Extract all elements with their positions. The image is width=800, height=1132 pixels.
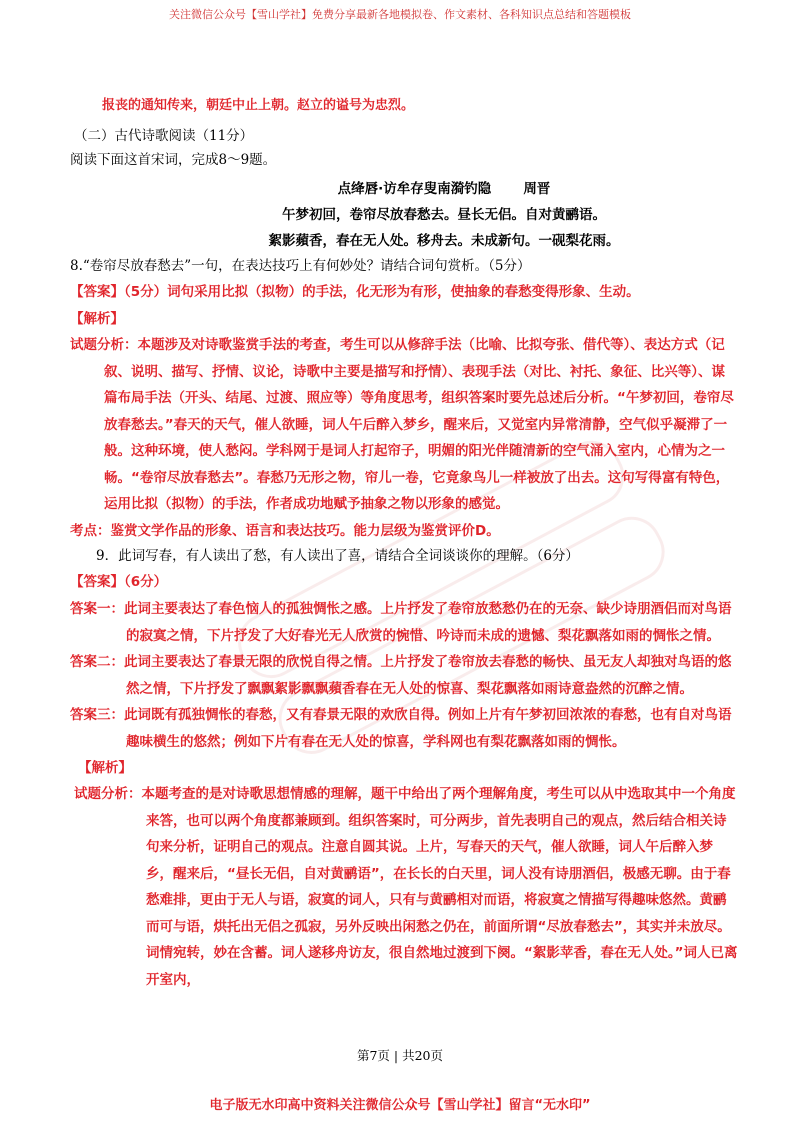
q9-analysis-tag: 【解析】 xyxy=(78,760,132,776)
q9-answer-1-text: 此词主要表达了春色恼人的孤独惆怅之感。上片抒发了卷帘放愁愁仍在的无奈、缺少诗朋酒侣而对鸟语的寂寞之情，下片抒发了大好春光无人欣赏的惋惜、吟诗而未成的遗憾、梨花飘落如雨的惆怅之情。 xyxy=(124,601,732,644)
q8-point-text: 鉴赏文学作品的形象、语言和表达技巧。能力层级为鉴赏评价D。 xyxy=(110,522,500,539)
poem-title-line xyxy=(150,176,738,202)
question-9: 9．此词写春，有人读出了愁，有人读出了喜，请结合全词谈谈你的理解。（6分） xyxy=(96,548,579,564)
q9-answer-1 xyxy=(70,596,738,649)
poem-title: 点绛唇·访牟存叟南漪钓隐 xyxy=(337,181,492,197)
question-8: 8.“卷帘尽放春愁去”一句，在表达技巧上有何妙处？请结合词句赏析。（5分） xyxy=(70,258,531,274)
q9-answer-2-lead: 答案二： xyxy=(70,654,124,670)
q9-answer-1-lead: 答案一： xyxy=(70,601,124,617)
q8-analysis-tag: 【解析】 xyxy=(70,311,124,327)
q9-answer-3 xyxy=(70,702,738,755)
footer-note: 电子版无水印高中资料关注微信公众号【雪山学社】留言“无水印” xyxy=(209,1098,591,1113)
section-instruction: 阅读下面这首宋词，完成8～9题。 xyxy=(70,152,277,168)
q9-analysis-lead: 试题分析： xyxy=(74,786,142,802)
q8-answer xyxy=(70,278,738,306)
q8-point-lead: 考点： xyxy=(70,522,111,539)
q8-analysis-text: 本题涉及对诗歌鉴赏手法的考查，考生可以从修辞手法（比喻、比拟夸张、借代等）、表达方式（记叙、说明、描写、抒情、议论，诗歌中主要是描写和抒情）、表现手法（对比、衬托、象征、比兴等）、谋篇布局手法（开头、结尾、过渡、照应等）等角度思考，组织答案时要先总述后分析。“午梦初回，卷帘尽放春愁去。”春天的天气，催人欲睡，词人午后醉入梦乡，醒来后，又觉室内异常清静，空气似乎凝滞了一般。这种环境，使人愁闷。学科网于是词人打起帘子，明媚的阳光伴随清新的空气涌入室内，心情为之一畅。“卷帘尽放春愁去”。春愁乃无形之物，帘儿一卷，它竟象鸟儿一样被放了出去。这句写得富有特色，运用比拟（拟物）的手法，作者成功地赋予抽象之物以形象的感觉。 xyxy=(104,337,734,512)
q9-answer-2 xyxy=(70,649,738,702)
previous-answer-line: 报丧的通知传来，朝廷中止上朝。赵立的谥号为忠烈。 xyxy=(102,98,415,113)
q9-analysis-text: 本题考查的是对诗歌思想情感的理解，题干中给出了两个理解角度，考生可以从中选取其中一个角度来答，也可以两个角度都兼顾到。组织答案时，可分两步，首先表明自己的观点，然后结合相关诗句来分析，证明自己的观点。注意自圆其说。上片，写春天的天气，催人欲睡，词人午后醉入梦乡，醒来后，“昼长无侣，自对黄鹂语”，在长长的白天里，词人没有诗朋酒侣，极感无聊。由于春愁难排，更由于无人与语，寂寞的词人，只有与黄鹂相对而语，将寂寞之情描写得趣味悠然。黄鹂而可与语，烘托出无侣之孤寂，另外反映出闲愁之仍在，前面所谓“尽放春愁去”，其实并未放尽。词情宛转，妙在含蓄。词人遂移舟访友，很自然地过渡到下阕。“絮影苹香，春在无人处。”词人已离开室内， xyxy=(141,786,738,988)
q8-analysis xyxy=(70,332,738,518)
q8-point xyxy=(70,518,738,545)
q9-answer-tag: 【答案】 xyxy=(70,574,124,590)
q9-answer-3-text: 此词既有孤独惆怅的春愁，又有春景无限的欢欣自得。例如上片有午梦初回浓浓的春愁，也有自对鸟语趣味横生的悠然；例如下片有春在无人处的惊喜，学科网也有梨花飘落如雨的惆怅。 xyxy=(124,707,732,750)
q9-answer-3-lead: 答案三： xyxy=(70,707,124,723)
header-note: 关注微信公众号【雪山学社】免费分享最新各地模拟卷、作文素材、各科知识点总结和答题模板 xyxy=(169,8,631,21)
page-number: 第7页 | 共20页 xyxy=(356,1048,444,1063)
q8-analysis-lead: 试题分析： xyxy=(70,337,138,353)
q8-answer-tag: 【答案】 xyxy=(70,284,124,300)
q9-answer-2-text: 此词主要表达了春景无限的欣悦自得之情。上片抒发了卷帘放去春愁的畅快、虽无友人却独对鸟语的悠然之情，下片抒发了飘飘絮影飘飘蘋香春在无人处的惊喜、梨花飘落如雨诗意盎然的沉醉之情。 xyxy=(124,654,732,697)
q8-answer-text: （5分）词句采用比拟（拟物）的手法，化无形为有形，使抽象的春愁变得形象、生动。 xyxy=(124,284,640,300)
poem-line-1: 午梦初回，卷帘尽放春愁去。昼长无侣。自对黄鹂语。 xyxy=(282,207,606,223)
section-title: （二）古代诗歌阅读（11分） xyxy=(74,128,254,144)
q9-answer-score: （6分） xyxy=(124,574,168,590)
poem-author: 周晋 xyxy=(523,181,551,197)
q9-answer-header xyxy=(70,568,738,596)
poem xyxy=(150,176,738,254)
q9-analysis xyxy=(74,781,738,993)
page-content xyxy=(70,96,738,993)
poem-line-2: 絮影蘋香，春在无人处。移舟去。未成新句。一砚梨花雨。 xyxy=(268,233,620,249)
